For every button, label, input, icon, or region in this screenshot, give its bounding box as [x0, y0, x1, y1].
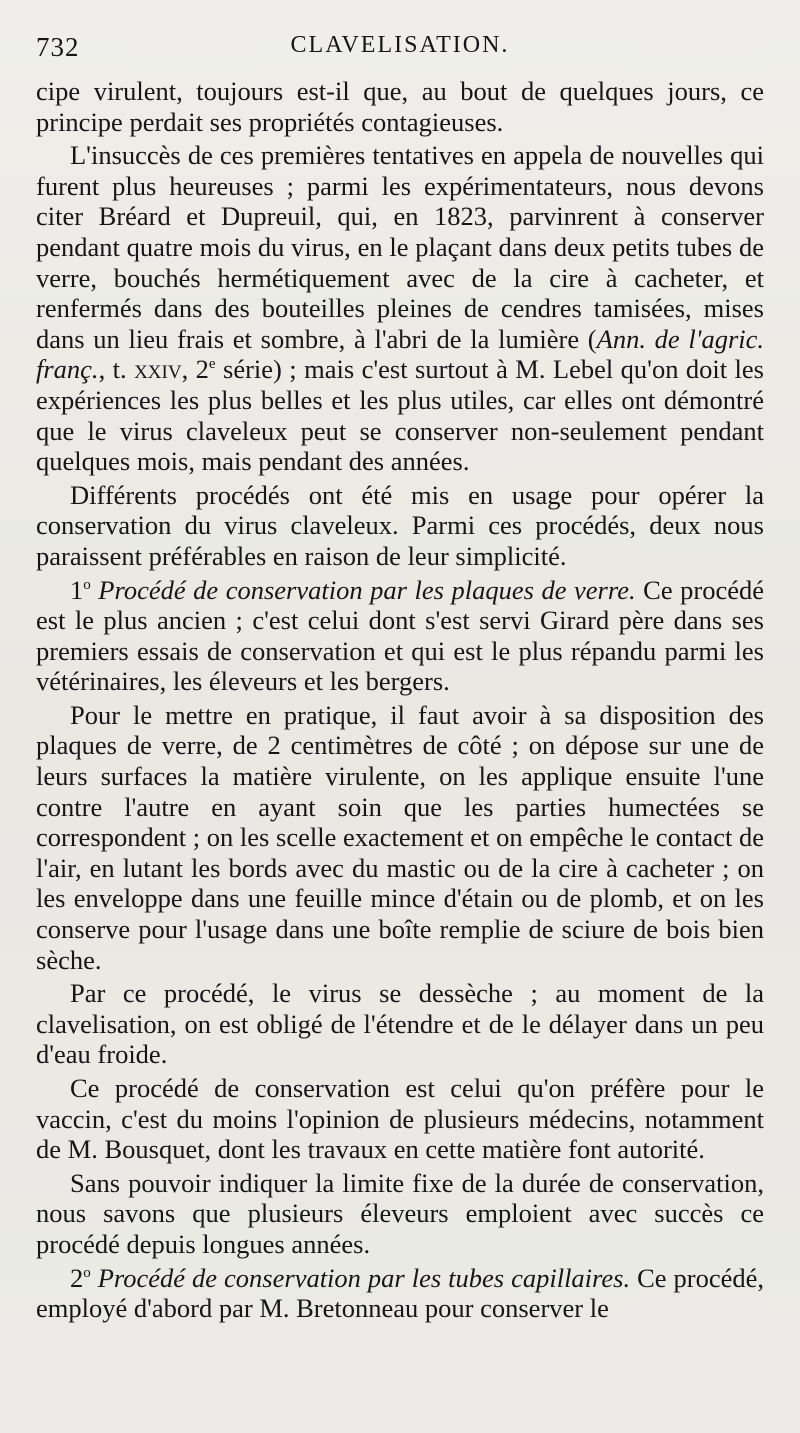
citation-volume: xxiv	[134, 354, 182, 385]
paragraph-text: Pour le mettre en pratique, il faut avoir à sa disposition des plaques de verre, de 2 centimètres de côté ; on dépose sur une de leurs surfaces la matière virulente, on les applique ensuite l'une contre l'autre en ayant soin que les parties humectées se correspondent ; on les scelle exactement et on empêche le contact de l'air, en lutant les bords avec du mastic ou de la cire à cacheter ; on les enveloppe dans une feuille mince d'étain ou de plomb, et on les conserve pour l'usage dans une boîte remplie de sciure de bois bien sèche.	[36, 699, 764, 975]
section-tubes-capillaires	[36, 1263, 764, 1324]
section-number: 1	[70, 574, 84, 605]
paragraph-text: Ce procédé, employé d'abord par M. Bretonneau pour conserver le	[36, 1262, 764, 1324]
paragraph-text: Par ce procédé, le virus se dessèche ; au moment de la clavelisation, on est obligé de l'étendre et de le délayer dans un peu d'eau froide.	[36, 978, 764, 1070]
paragraph-procedes	[36, 480, 764, 572]
citation-title: Ann. de l'agric. franç.	[36, 323, 765, 385]
section-number: 2	[70, 1262, 84, 1293]
paragraph-dessechement	[36, 978, 764, 1070]
page-header	[36, 30, 764, 76]
section-title: Procédé de conservation par les tubes capillaires.	[90, 1262, 631, 1293]
citation-series-number: 2	[195, 354, 209, 385]
section-plaques-de-verre	[36, 575, 764, 697]
page-number: 732	[36, 32, 80, 62]
paragraph-text: cipe virulent, toujours est-il que, au bout de quelques jours, ce principe perdait ses propriétés contagieuses.	[36, 76, 764, 137]
paragraph-text: Ce procédé est le plus ancien ; c'est celui dont s'est servi Girard père dans ses premiers essais de conservation et qui est le plus répandu parmi les vétérinaires, les éleveurs et les bergers.	[36, 574, 764, 697]
paragraph-continuation	[36, 76, 764, 137]
running-title: CLAVELISATION.	[290, 32, 510, 58]
section-number-sup: o	[83, 1264, 91, 1281]
section-number-sup: o	[83, 576, 91, 593]
paragraph-text: L'insuccès de ces premières tentatives en appela de nouvelles qui furent plus heureuses ; parmi les expérimentateurs, nous devons citer Bréard et Dupreuil, qui, en 1823, parvinrent à conserver pendant quatre mois du virus, en le plaçant dans deux petits tubes de verre, bouchés hermétiquement avec de la cire à cacheter, et renfermés dans des bouteilles pleines de cendres tamisées, mises dans un lieu frais et sombre, à l'abri de la lumière (	[36, 140, 764, 354]
section-title: Procédé de conservation par les plaques de verre.	[90, 574, 636, 605]
paragraph-vaccin	[36, 1073, 764, 1165]
paragraph-breard-dupreuil: L'insuccès de ces premières tentatives en appela de nouvelles qui furent plus heureuses ; parmi les expérimentateurs, nous devons citer Bréard et Dupreuil, qui, en 1823, parvinrent à conserver pendant quatre mois du virus, en le plaçant dans deux petits tubes de verre, bouchés hermétiquement avec de la cire à cacheter, et renfermés dans des bouteilles pleines de cendres tamisées, mises dans un lieu frais et sombre, à l'abri de la lumière (Ann. de l'agric. franç., t. xxiv, 2e série) ; mais c'est surtout à M. Lebel qu'on doit les expériences les plus belles et les plus utiles, car elles ont démontré que le virus claveleux peut se conserver non-seulement pendant quelques mois, mais pendant des années.	[36, 140, 765, 477]
paragraph-text: Sans pouvoir indiquer la limite fixe de la durée de conservation, nous savons que plusieurs éleveurs emploient avec succès ce procédé depuis longues années.	[36, 1167, 764, 1259]
citation-separator: , t.	[98, 354, 135, 385]
paragraph-text-after: série) ; mais c'est surtout à M. Lebel qu'on doit les expériences les plus belles et les plus utiles, car elles ont démontré que le virus claveleux peut se conserver non-seulement pendant quelques mois, mais pendant des années.	[36, 354, 764, 477]
paragraph-mise-en-pratique	[36, 700, 764, 975]
paragraph-duree-conservation	[36, 1168, 764, 1260]
paragraph-text: Ce procédé de conservation est celui qu'on préfère pour le vaccin, c'est du moins l'opinion de plusieurs médecins, notamment de M. Bousquet, dont les travaux en cette matière font autorité.	[36, 1073, 764, 1165]
paragraph-text: Différents procédés ont été mis en usage pour opérer la conservation du virus claveleux. Parmi ces procédés, deux nous paraissent préférables en raison de leur simplicité.	[36, 479, 764, 571]
body-text	[36, 76, 764, 1324]
citation-series-sup: e	[208, 356, 216, 373]
